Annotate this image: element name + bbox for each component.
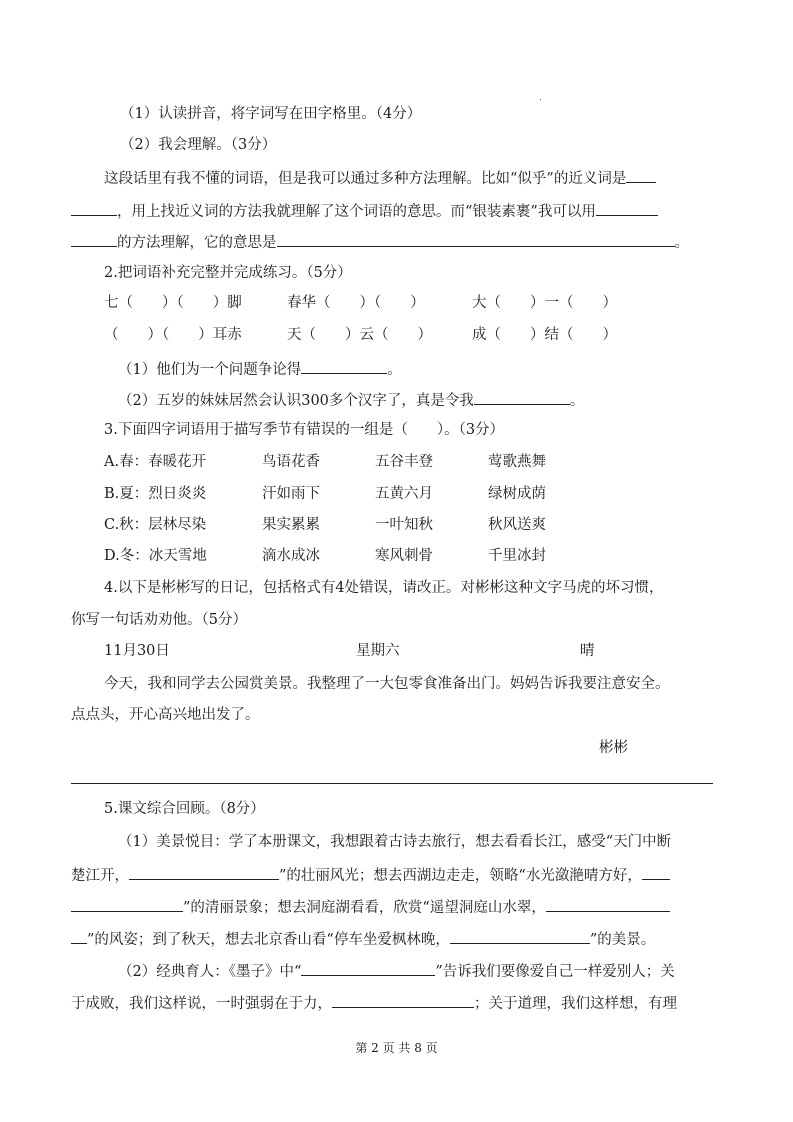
- diary-line1: 今天，我和同学去公园赏美景。我整理了一大包零食准备出门。妈妈告诉我要注意安全。: [104, 676, 670, 692]
- q4-title-line1: 4.以下是彬彬写的日记，包括格式有4处错误，请改正。对彬彬这种文字马虎的坏习惯，: [104, 580, 664, 596]
- q3-option-c-label: C.秋：层林尽染: [104, 517, 207, 533]
- answer-blank[interactable]: [129, 863, 279, 880]
- q1-para-text: 这段话里有我不懂的词语，但是我可以通过多种方法理解。比如“似乎”的近义词是: [104, 171, 627, 187]
- answer-blank[interactable]: [546, 895, 670, 912]
- q3-option-word: 果实累累: [262, 517, 320, 533]
- q3-option-word: 秋风送爽: [488, 517, 546, 533]
- q5-text: 于成败，我们这样说，一时强弱在于力，: [71, 996, 332, 1012]
- answer-blank[interactable]: [626, 166, 656, 183]
- q4-answer-line[interactable]: [71, 783, 713, 784]
- q2-sentence-text: （1）他们为一个问题争论得: [118, 362, 302, 378]
- answer-blank[interactable]: [450, 927, 590, 944]
- idiom-item: 七（ ）（ ）脚: [104, 295, 242, 311]
- answer-blank[interactable]: [71, 199, 117, 216]
- diary-weekday: 星期六: [356, 643, 400, 659]
- q5-text: （2）经典育人：《墨子》中“: [118, 964, 302, 980]
- q3-option-word: 五黄六月: [375, 486, 433, 502]
- q2-sentence-text: （2）五岁的妹妹居然会认识300多个汉字了，真是令我: [118, 393, 474, 409]
- q3-option-word: 绿树成荫: [488, 486, 546, 502]
- q5-text: ；关于道理，我们这样想，有理: [474, 996, 677, 1012]
- q5-line6: [71, 991, 677, 1014]
- q3-option-word: 鸟语花香: [262, 454, 320, 470]
- idiom-item: 天（ ）云（ ）: [287, 327, 432, 343]
- q1-para-line3: [71, 230, 689, 253]
- q3-option-a-label: A.春：春暖花开: [104, 454, 207, 470]
- answer-blank[interactable]: [71, 230, 117, 247]
- answer-blank[interactable]: [332, 991, 474, 1008]
- idiom-item: 成（ ）结（ ）: [472, 327, 617, 343]
- diary-author: 彬彬: [599, 740, 628, 756]
- q1-para-text: 。: [674, 235, 689, 251]
- answer-blank[interactable]: [71, 895, 183, 912]
- q3-option-word: 一叶知秋: [375, 517, 433, 533]
- answer-blank[interactable]: [277, 230, 675, 247]
- scan-speck: [540, 99, 541, 100]
- q5-title: 5.课文综合回顾。（8分）: [104, 801, 265, 817]
- idiom-item: 春华（ ）（ ）: [287, 295, 425, 311]
- q3-option-word: 汗如雨下: [262, 486, 320, 502]
- q2-sentence2: [118, 388, 584, 411]
- idiom-item: （ ）（ ）耳赤: [104, 327, 242, 343]
- q1-sub1: （1）认读拼音，将字词写在田字格里。（4分）: [120, 106, 422, 122]
- diary-weather: 晴: [580, 643, 595, 659]
- q3-option-d-label: D.冬：冰天雪地: [104, 548, 207, 564]
- q5-line5: [118, 959, 675, 982]
- page-footer: 第 2 页 共 8 页: [355, 1041, 438, 1055]
- q5-text: 楚江开，: [71, 868, 129, 884]
- q3-option-word: 滴水成冰: [262, 548, 320, 564]
- diary-date: 11月30日: [104, 643, 170, 659]
- answer-blank[interactable]: [474, 388, 570, 405]
- q3-option-word: 五谷丰登: [375, 454, 433, 470]
- diary-line2: 点点头，开心高兴地出发了。: [71, 707, 260, 723]
- answer-blank[interactable]: [71, 927, 87, 944]
- q5-line4: [71, 927, 655, 950]
- q5-line2: [71, 863, 670, 886]
- answer-blank[interactable]: [596, 199, 658, 216]
- q3-option-word: 莺歌燕舞: [488, 454, 546, 470]
- q1-para-text: 的方法理解，它的意思是: [117, 235, 277, 251]
- q1-para-text: ，用上找近义词的方法我就理解了这个词语的意思。而“银装素裹”我可以用: [117, 204, 596, 220]
- q5-text: ”的清丽景象；想去洞庭湖看看，欣赏“遥望洞庭山水翠，: [183, 900, 546, 916]
- q5-text: ”的美景。: [589, 932, 656, 948]
- q3-title: 3.下面四字词语用于描写季节有错误的一组是（ ）。（3分）: [104, 422, 505, 438]
- q4-title-line2: 你写一句话劝劝他。（5分）: [71, 612, 247, 628]
- q1-para-line1: [104, 166, 656, 189]
- q5-text: ”的壮丽风光；想去西湖边走走，领略“水光潋滟晴方好，: [279, 868, 642, 884]
- idiom-item: 大（ ）一（ ）: [472, 295, 617, 311]
- q5-line3: [71, 895, 670, 918]
- q2-title: 2.把词语补充完整并完成练习。（5分）: [104, 265, 352, 281]
- q3-option-word: 千里冰封: [488, 548, 546, 564]
- q2-sentence-text: 。: [387, 362, 402, 378]
- answer-blank[interactable]: [301, 357, 387, 374]
- q2-sentence-text: 。: [569, 393, 585, 409]
- q2-sentence1: [118, 357, 402, 380]
- q3-option-word: 寒风刺骨: [375, 548, 433, 564]
- answer-blank[interactable]: [301, 959, 435, 976]
- q5-line1: （1）美景悦目：学了本册课文，我想跟着古诗去旅行，想去看看长江，感受“天门中断: [118, 834, 672, 850]
- q5-text: ”告诉我们要像爱自己一样爱别人；关: [435, 964, 675, 980]
- answer-blank[interactable]: [642, 863, 670, 880]
- q3-option-b-label: B.夏：烈日炎炎: [104, 486, 207, 502]
- q5-text: ”的风姿；到了秋天，想去北京香山看“停车坐爱枫林晚，: [87, 932, 450, 948]
- q1-para-line2: [71, 199, 658, 222]
- q1-sub2: （2）我会理解。（3分）: [120, 137, 277, 153]
